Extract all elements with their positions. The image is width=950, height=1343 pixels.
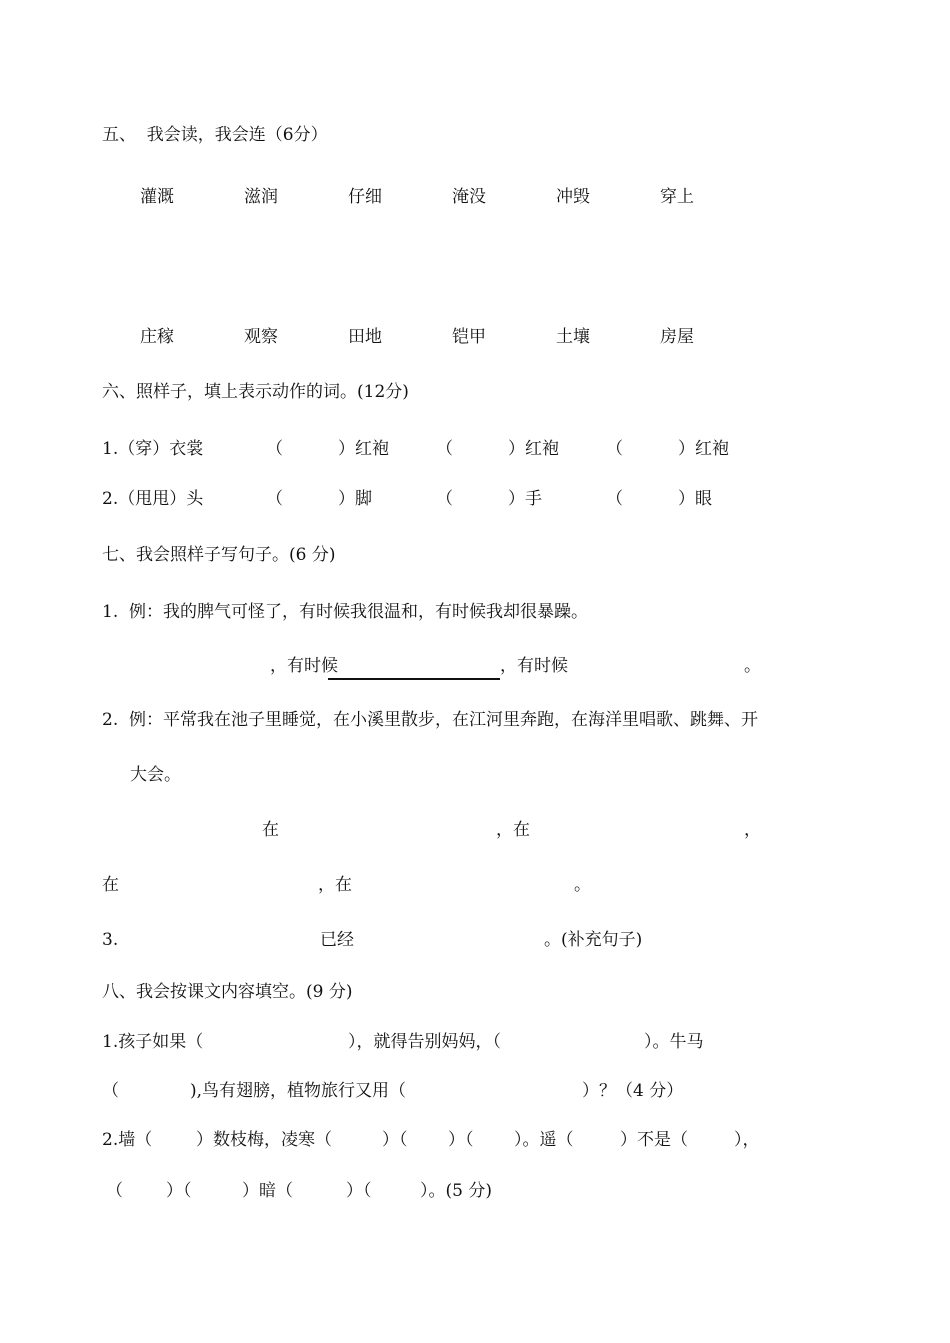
s6-r1-example: 1.（穿）衣裳: [102, 439, 204, 459]
s8-line4-e: ）。(5 分): [420, 1181, 492, 1201]
s7-fill3-number: 3.: [102, 930, 119, 950]
s7-fill3-end: 。(补充句子): [544, 930, 643, 950]
s8-line4-d: ）（: [346, 1181, 372, 1201]
section-7-heading: 七、我会照样子写句子。(6 分): [102, 545, 336, 565]
s7-fill2b-2: ，在: [318, 875, 352, 895]
s8-line1-b: ），就得告别妈妈，（: [348, 1032, 501, 1052]
s8-line3-a: 2.墙（: [102, 1130, 153, 1150]
section-6-heading: 六、照样子，填上表示动作的词。(12分): [102, 382, 409, 402]
s6-r2-blank1-open: （: [266, 489, 283, 509]
s6-r2-example: 2.（甩甩）头: [102, 489, 204, 509]
s8-line2-c: ）？（4 分）: [582, 1081, 684, 1101]
word-row1-6: 穿上: [660, 187, 694, 207]
s8-line3-g: ），: [734, 1130, 760, 1150]
s7-example-2-line2: 大会。: [130, 765, 181, 785]
s6-r1-blank2-open: （: [436, 439, 453, 459]
s8-line2-b: ),鸟有翅膀，植物旅行又用（: [190, 1081, 407, 1101]
s6-r1-blank3-close: ）红袍: [678, 439, 729, 459]
s8-line4-c: ）暗（: [242, 1181, 293, 1201]
s8-line1-c: ）。牛马: [644, 1032, 704, 1052]
s8-line2-a: （: [102, 1081, 119, 1101]
s7-fill1-underline: [328, 678, 500, 680]
s7-fill2a-1: 在: [262, 820, 279, 840]
s6-r2-blank2-open: （: [436, 489, 453, 509]
s8-line3-f: ）不是（: [620, 1130, 688, 1150]
s7-example-2-line1: 2. 例：平常我在池子里睡觉，在小溪里散步，在江河里奔跑，在海洋里唱歌、跳舞、开: [102, 710, 759, 730]
s6-r2-blank2-close: ）手: [508, 489, 542, 509]
s7-fill1-end: 。: [744, 656, 761, 676]
s6-r2-blank3-open: （: [606, 489, 623, 509]
s8-line3-e: ）。遥（: [514, 1130, 574, 1150]
s8-line3-d: ）（: [448, 1130, 474, 1150]
word-row2-1: 庄稼: [140, 327, 174, 347]
word-row2-6: 房屋: [660, 327, 694, 347]
s7-fill2a-2: ，在: [496, 820, 530, 840]
s6-r1-blank1-open: （: [266, 439, 283, 459]
word-row2-2: 观察: [244, 327, 278, 347]
s8-line4-a: （: [106, 1181, 123, 1201]
s7-fill3-middle: 已经: [320, 930, 354, 950]
s6-r1-blank1-close: ）红袍: [338, 439, 389, 459]
word-row2-3: 田地: [348, 327, 382, 347]
word-row1-2: 滋润: [244, 187, 278, 207]
s8-line3-b: ）数枝梅，凌寒（: [196, 1130, 332, 1150]
s7-fill1-part1: ，有时候: [270, 656, 338, 676]
word-row1-3: 仔细: [348, 187, 382, 207]
s8-line3-c: ）（: [382, 1130, 408, 1150]
s6-r1-blank2-close: ）红袍: [508, 439, 559, 459]
s6-r2-blank1-close: ）脚: [338, 489, 372, 509]
s7-fill2b-3: 。: [574, 875, 591, 895]
section-8-heading: 八、我会按课文内容填空。(9 分): [102, 982, 353, 1002]
word-row1-1: 灌溉: [140, 187, 174, 207]
word-row1-4: 淹没: [452, 187, 486, 207]
s7-fill2b-1: 在: [102, 875, 119, 895]
s7-fill2a-3: ，: [744, 820, 761, 840]
word-row2-5: 土壤: [556, 327, 590, 347]
s6-r2-blank3-close: ）眼: [678, 489, 712, 509]
s8-line4-b: ）（: [166, 1181, 192, 1201]
s7-example-1: 1. 例：我的脾气可怪了，有时候我很温和，有时候我却很暴躁。: [102, 602, 589, 622]
s7-fill1-part2: ，有时候: [500, 656, 568, 676]
s8-line1-a: 1.孩子如果（: [102, 1032, 204, 1052]
s6-r1-blank3-open: （: [606, 439, 623, 459]
section-5-heading: 五、 我会读，我会连（6分）: [102, 125, 328, 145]
word-row1-5: 冲毁: [556, 187, 590, 207]
word-row2-4: 铠甲: [452, 327, 486, 347]
